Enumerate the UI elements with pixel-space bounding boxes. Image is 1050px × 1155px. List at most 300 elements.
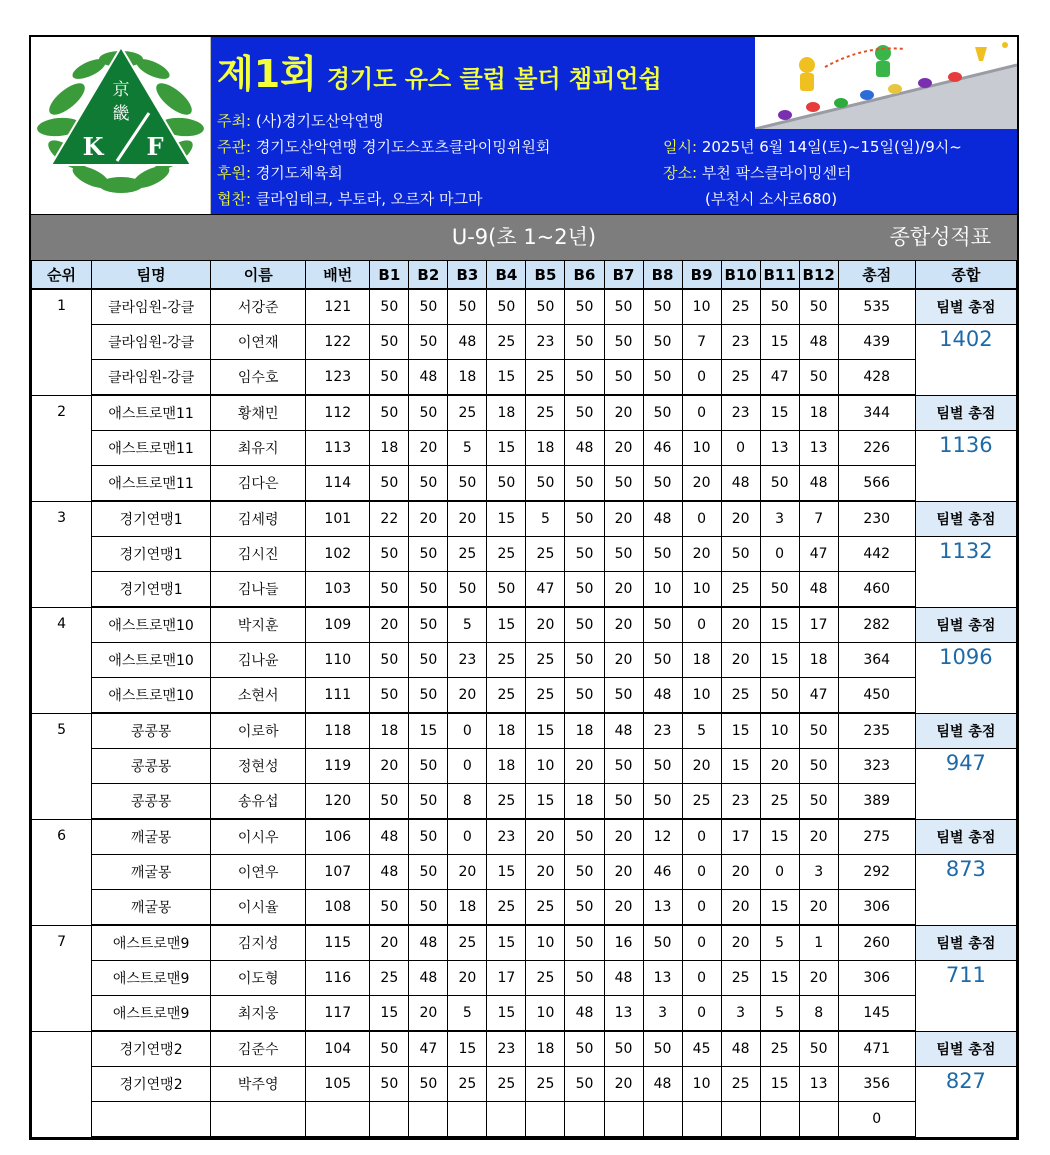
table-row (32, 678, 1017, 714)
total-cell: 364 (838, 643, 915, 678)
team-cell: 경기연맹1 (92, 572, 211, 608)
total-cell: 356 (838, 1067, 915, 1102)
boulder-score-cell: 50 (409, 607, 448, 643)
boulder-score-cell: 50 (643, 537, 682, 572)
boulder-score-cell: 50 (409, 643, 448, 678)
table-row (32, 925, 1017, 961)
bib-cell: 102 (306, 537, 370, 572)
boulder-score-cell: 50 (643, 466, 682, 502)
name-cell: 김준수 (211, 1031, 306, 1067)
boulder-score-cell: 50 (565, 925, 604, 961)
boulder-score-cell: 50 (799, 713, 838, 749)
team-cell: 클라임원-강클 (92, 289, 211, 325)
boulder-score-cell: 20 (604, 572, 643, 608)
boulder-score-cell: 50 (799, 289, 838, 325)
boulder-score-cell: 15 (409, 713, 448, 749)
boulder-score-cell: 50 (409, 1067, 448, 1102)
boulder-score-cell: 45 (682, 1031, 721, 1067)
total-cell: 0 (838, 1102, 915, 1138)
rank-cell: 7 (32, 925, 92, 1031)
boulder-score-cell: 48 (721, 466, 760, 502)
boulder-score-cell: 15 (760, 395, 799, 431)
boulder-score-cell: 20 (526, 855, 565, 890)
boulder-score-cell: 50 (604, 537, 643, 572)
boulder-score-cell: 5 (760, 925, 799, 961)
boulder-score-cell: 20 (760, 749, 799, 784)
team-cell: 경기연맹1 (92, 537, 211, 572)
boulder-score-cell: 25 (487, 890, 526, 926)
boulder-score-cell: 20 (604, 431, 643, 466)
table-row (32, 996, 1017, 1032)
boulder-score-cell: 25 (526, 1067, 565, 1102)
table-row (32, 360, 1017, 396)
logo-letter-f: F (146, 132, 164, 161)
boulder-score-cell: 25 (487, 537, 526, 572)
boulder-score-cell: 48 (409, 961, 448, 996)
venue-key: 장소: (663, 164, 698, 182)
boulder-score-cell: 13 (643, 890, 682, 926)
boulder-score-cell: 20 (604, 395, 643, 431)
bib-cell: 106 (306, 819, 370, 855)
boulder-score-cell: 15 (448, 1031, 487, 1067)
boulder-score-cell: 20 (604, 607, 643, 643)
boulder-score-cell: 47 (526, 572, 565, 608)
boulder-score-cell: 23 (721, 395, 760, 431)
boulder-score-cell: 48 (643, 678, 682, 714)
boulder-score-cell: 48 (409, 925, 448, 961)
boulder-score-cell: 18 (370, 713, 409, 749)
federation-logo (31, 37, 211, 214)
boulder-score-cell: 48 (604, 961, 643, 996)
boulder-score-cell: 47 (799, 537, 838, 572)
team-total-value: 1132 (915, 537, 1016, 608)
name-cell: 최지웅 (211, 996, 306, 1032)
boulder-score-cell: 25 (760, 784, 799, 820)
boulder-score-cell: 23 (643, 713, 682, 749)
boulder-score-cell: 48 (409, 360, 448, 396)
column-header: 종합 (915, 261, 1016, 290)
team-cell: 경기연맹2 (92, 1067, 211, 1102)
boulder-score-cell: 25 (721, 1067, 760, 1102)
boulder-score-cell: 50 (370, 466, 409, 502)
column-header: 팀명 (92, 261, 211, 290)
boulder-score-cell: 50 (370, 537, 409, 572)
boulder-score-cell: 25 (526, 961, 565, 996)
boulder-score-cell: 25 (721, 360, 760, 396)
boulder-score-cell: 50 (760, 289, 799, 325)
name-cell: 이연우 (211, 855, 306, 890)
bib-cell: 118 (306, 713, 370, 749)
boulder-score-cell: 50 (721, 537, 760, 572)
name-cell: 김다은 (211, 466, 306, 502)
boulder-score-cell: 20 (721, 643, 760, 678)
boulder-score-cell: 48 (370, 819, 409, 855)
table-row (32, 466, 1017, 502)
boulder-score-cell: 18 (370, 431, 409, 466)
team-cell: 애스트로맨9 (92, 996, 211, 1032)
boulder-score-cell: 50 (604, 289, 643, 325)
boulder-score-cell (682, 1102, 721, 1138)
organizer-line (217, 136, 550, 157)
boulder-score-cell: 20 (799, 819, 838, 855)
boulder-score-cell: 10 (526, 749, 565, 784)
boulder-score-cell: 23 (487, 819, 526, 855)
bib-cell: 105 (306, 1067, 370, 1102)
boulder-score-cell: 50 (643, 325, 682, 360)
boulder-score-cell: 15 (721, 749, 760, 784)
boulder-score-cell: 5 (526, 501, 565, 537)
boulder-score-cell (565, 1102, 604, 1138)
name-cell: 송유섭 (211, 784, 306, 820)
boulder-score-cell: 10 (682, 572, 721, 608)
boulder-score-cell (409, 1102, 448, 1138)
boulder-score-cell: 50 (565, 961, 604, 996)
boulder-score-cell: 48 (565, 431, 604, 466)
boulder-score-cell: 50 (409, 855, 448, 890)
total-cell: 471 (838, 1031, 915, 1067)
boulder-score-cell: 18 (448, 360, 487, 396)
column-header: 이름 (211, 261, 306, 290)
rank-cell: 6 (32, 819, 92, 925)
team-total-label: 팀별 총점 (915, 501, 1016, 537)
logo-letter-k: K (82, 132, 104, 161)
bib-cell: 120 (306, 784, 370, 820)
total-cell: 275 (838, 819, 915, 855)
team-cell: 깨굴몽 (92, 855, 211, 890)
climbing-illustration (755, 37, 1017, 129)
boulder-score-cell: 15 (760, 819, 799, 855)
boulder-score-cell: 25 (487, 325, 526, 360)
boulder-score-cell: 25 (721, 961, 760, 996)
table-row (32, 819, 1017, 855)
total-cell: 428 (838, 360, 915, 396)
boulder-score-cell: 50 (370, 678, 409, 714)
team-cell: 콩콩몽 (92, 749, 211, 784)
boulder-score-cell: 50 (370, 1031, 409, 1067)
boulder-score-cell: 50 (604, 749, 643, 784)
boulder-score-cell: 25 (526, 360, 565, 396)
boulder-score-cell: 50 (370, 784, 409, 820)
boulder-score-cell: 50 (565, 890, 604, 926)
boulder-score-cell: 50 (799, 784, 838, 820)
table-row (32, 431, 1017, 466)
name-cell: 박지훈 (211, 607, 306, 643)
total-cell: 323 (838, 749, 915, 784)
boulder-score-cell: 15 (526, 784, 565, 820)
boulder-score-cell: 15 (760, 961, 799, 996)
bib-cell: 116 (306, 961, 370, 996)
boulder-score-cell: 10 (760, 713, 799, 749)
boulder-score-cell: 50 (487, 289, 526, 325)
boulder-score-cell: 48 (643, 501, 682, 537)
column-header: 총점 (838, 261, 915, 290)
boulder-score-cell: 8 (448, 784, 487, 820)
boulder-score-cell: 50 (565, 1067, 604, 1102)
table-row (32, 1031, 1017, 1067)
boulder-score-cell: 18 (487, 395, 526, 431)
bib-cell: 114 (306, 466, 370, 502)
boulder-score-cell: 50 (370, 360, 409, 396)
team-total-value: 1136 (915, 431, 1016, 502)
name-cell: 정현성 (211, 749, 306, 784)
boulder-score-cell: 50 (370, 289, 409, 325)
boulder-score-cell: 23 (721, 784, 760, 820)
boulder-score-cell (448, 1102, 487, 1138)
name-cell: 김지성 (211, 925, 306, 961)
boulder-score-cell: 17 (799, 607, 838, 643)
column-header: B7 (604, 261, 643, 290)
table-row (32, 713, 1017, 749)
boulder-score-cell: 15 (370, 996, 409, 1032)
column-header: B3 (448, 261, 487, 290)
team-cell: 애스트로맨10 (92, 607, 211, 643)
boulder-score-cell: 25 (487, 643, 526, 678)
boulder-score-cell: 10 (682, 431, 721, 466)
boulder-score-cell: 15 (760, 607, 799, 643)
boulder-score-cell: 50 (565, 537, 604, 572)
boulder-score-cell: 0 (682, 890, 721, 926)
date-value: 2025년 6월 14일(토)~15일(일)/9시~ (697, 138, 962, 156)
total-cell: 450 (838, 678, 915, 714)
boulder-score-cell: 0 (682, 961, 721, 996)
total-cell: 344 (838, 395, 915, 431)
boulder-score-cell: 20 (448, 961, 487, 996)
boulder-score-cell: 50 (604, 466, 643, 502)
boulder-score-cell: 20 (721, 607, 760, 643)
team-cell: 애스트로맨11 (92, 395, 211, 431)
column-header: 순위 (32, 261, 92, 290)
boulder-score-cell: 0 (682, 996, 721, 1032)
name-cell: 서강준 (211, 289, 306, 325)
bib-cell: 101 (306, 501, 370, 537)
boulder-score-cell: 50 (565, 855, 604, 890)
table-row (32, 607, 1017, 643)
total-cell: 226 (838, 431, 915, 466)
boulder-score-cell: 0 (448, 713, 487, 749)
boulder-score-cell: 50 (760, 572, 799, 608)
column-header: B4 (487, 261, 526, 290)
name-cell: 소현서 (211, 678, 306, 714)
boulder-score-cell: 3 (760, 501, 799, 537)
boulder-score-cell: 50 (643, 360, 682, 396)
boulder-score-cell: 48 (799, 466, 838, 502)
team-total-value: 947 (915, 749, 1016, 820)
total-cell: 306 (838, 961, 915, 996)
total-cell: 235 (838, 713, 915, 749)
boulder-score-cell: 25 (487, 678, 526, 714)
boulder-score-cell: 20 (565, 749, 604, 784)
sponsor-key: 후원: (217, 164, 252, 182)
logo-char-top: 京 (112, 80, 130, 100)
boulder-score-cell: 50 (565, 607, 604, 643)
bib-cell: 113 (306, 431, 370, 466)
boulder-score-cell: 20 (604, 1067, 643, 1102)
boulder-score-cell: 25 (448, 537, 487, 572)
boulder-score-cell: 50 (643, 925, 682, 961)
boulder-score-cell: 50 (604, 1031, 643, 1067)
name-cell: 김세령 (211, 501, 306, 537)
boulder-score-cell: 20 (604, 501, 643, 537)
boulder-score-cell: 50 (643, 643, 682, 678)
rank-cell: 2 (32, 395, 92, 501)
name-cell: 황채민 (211, 395, 306, 431)
bib-cell: 109 (306, 607, 370, 643)
boulder-score-cell: 15 (487, 360, 526, 396)
bib-cell: 121 (306, 289, 370, 325)
boulder-score-cell: 0 (682, 360, 721, 396)
total-cell: 292 (838, 855, 915, 890)
boulder-score-cell: 50 (409, 819, 448, 855)
boulder-score-cell: 50 (643, 749, 682, 784)
column-header: B6 (565, 261, 604, 290)
table-row (32, 325, 1017, 360)
boulder-score-cell: 50 (409, 537, 448, 572)
boulder-score-cell: 25 (487, 784, 526, 820)
table-row (32, 643, 1017, 678)
boulder-score-cell: 10 (526, 996, 565, 1032)
team-cell: 애스트로맨9 (92, 925, 211, 961)
boulder-score-cell: 25 (526, 890, 565, 926)
boulder-score-cell: 23 (721, 325, 760, 360)
boulder-score-cell: 18 (487, 713, 526, 749)
boulder-score-cell: 50 (409, 395, 448, 431)
boulder-score-cell: 18 (565, 713, 604, 749)
boulder-score-cell: 25 (682, 784, 721, 820)
boulder-score-cell: 18 (526, 431, 565, 466)
results-table (31, 260, 1017, 1138)
boulder-score-cell: 3 (643, 996, 682, 1032)
cooperation-line (217, 188, 483, 209)
bib-cell: 111 (306, 678, 370, 714)
boulder-score-cell: 17 (487, 961, 526, 996)
rank-cell: 3 (32, 501, 92, 607)
boulder-score-cell: 50 (448, 466, 487, 502)
boulder-score-cell: 50 (526, 289, 565, 325)
total-cell: 282 (838, 607, 915, 643)
boulder-score-cell: 50 (643, 607, 682, 643)
table-row (32, 395, 1017, 431)
results-sheet (29, 35, 1019, 1140)
boulder-score-cell: 50 (370, 643, 409, 678)
boulder-score-cell: 50 (565, 643, 604, 678)
division-title: U-9(초 1~2년) (451, 225, 597, 249)
boulder-score-cell: 15 (760, 325, 799, 360)
date-key: 일시: (663, 138, 698, 156)
column-header: B11 (760, 261, 799, 290)
boulder-score-cell: 25 (448, 1067, 487, 1102)
rank-cell: 1 (32, 289, 92, 395)
team-cell (92, 1102, 211, 1138)
event-name: 경기도 유스 클럽 볼더 챔피언쉽 (326, 65, 662, 93)
boulder-score-cell: 15 (721, 713, 760, 749)
boulder-score-cell: 50 (409, 784, 448, 820)
table-row (32, 855, 1017, 890)
table-row (32, 749, 1017, 784)
team-total-label: 팀별 총점 (915, 713, 1016, 749)
boulder-score-cell: 0 (682, 607, 721, 643)
boulder-score-cell: 20 (721, 855, 760, 890)
boulder-score-cell: 48 (799, 325, 838, 360)
sheet-title: 종합성적표 (889, 225, 991, 249)
boulder-score-cell: 15 (487, 925, 526, 961)
team-cell: 깨굴몽 (92, 890, 211, 926)
boulder-score-cell: 50 (487, 466, 526, 502)
boulder-score-cell: 50 (487, 572, 526, 608)
boulder-score-cell: 50 (604, 325, 643, 360)
column-header: B12 (799, 261, 838, 290)
boulder-score-cell: 50 (370, 890, 409, 926)
boulder-score-cell: 50 (565, 572, 604, 608)
rank-cell (32, 1031, 92, 1137)
team-total-value: 711 (915, 961, 1016, 1032)
venue-line (663, 162, 851, 183)
boulder-score-cell: 0 (760, 855, 799, 890)
name-cell: 이로하 (211, 713, 306, 749)
boulder-score-cell: 1 (799, 925, 838, 961)
boulder-score-cell: 50 (760, 466, 799, 502)
boulder-score-cell: 50 (565, 1031, 604, 1067)
total-cell: 389 (838, 784, 915, 820)
table-row (32, 890, 1017, 926)
boulder-score-cell: 50 (370, 395, 409, 431)
name-cell: 최유지 (211, 431, 306, 466)
boulder-score-cell: 10 (682, 289, 721, 325)
boulder-score-cell: 50 (604, 360, 643, 396)
boulder-score-cell: 20 (370, 749, 409, 784)
team-cell: 콩콩몽 (92, 784, 211, 820)
boulder-score-cell: 25 (448, 925, 487, 961)
venue-address: (부천시 소사로680) (705, 190, 838, 208)
bib-cell (306, 1102, 370, 1138)
column-header: B9 (682, 261, 721, 290)
total-cell: 460 (838, 572, 915, 608)
boulder-score-cell: 25 (526, 678, 565, 714)
boulder-score-cell: 18 (799, 395, 838, 431)
date-line (663, 136, 962, 157)
boulder-score-cell: 15 (526, 713, 565, 749)
boulder-score-cell (604, 1102, 643, 1138)
boulder-score-cell: 20 (799, 961, 838, 996)
boulder-score-cell: 20 (604, 855, 643, 890)
boulder-score-cell: 5 (760, 996, 799, 1032)
event-title (217, 43, 662, 98)
rank-cell: 5 (32, 713, 92, 819)
bib-cell: 104 (306, 1031, 370, 1067)
name-cell: 임수호 (211, 360, 306, 396)
boulder-score-cell: 50 (409, 890, 448, 926)
team-total-label: 팀별 총점 (915, 607, 1016, 643)
boulder-score-cell: 5 (682, 713, 721, 749)
boulder-score-cell: 20 (370, 925, 409, 961)
boulder-score-cell: 46 (643, 431, 682, 466)
boulder-score-cell: 50 (643, 784, 682, 820)
boulder-score-cell: 50 (565, 289, 604, 325)
host-key: 주최: (217, 112, 252, 130)
column-header: B1 (370, 261, 409, 290)
sponsor-value: 경기도체육회 (251, 164, 343, 182)
boulder-score-cell: 20 (526, 819, 565, 855)
team-cell: 경기연맹1 (92, 501, 211, 537)
table-row (32, 1102, 1017, 1138)
boulder-score-cell: 20 (604, 819, 643, 855)
boulder-score-cell: 0 (448, 749, 487, 784)
total-cell: 230 (838, 501, 915, 537)
boulder-score-cell: 20 (682, 537, 721, 572)
total-cell: 439 (838, 325, 915, 360)
team-total-value: 873 (915, 855, 1016, 926)
table-header-row (32, 261, 1017, 290)
boulder-score-cell: 5 (448, 607, 487, 643)
